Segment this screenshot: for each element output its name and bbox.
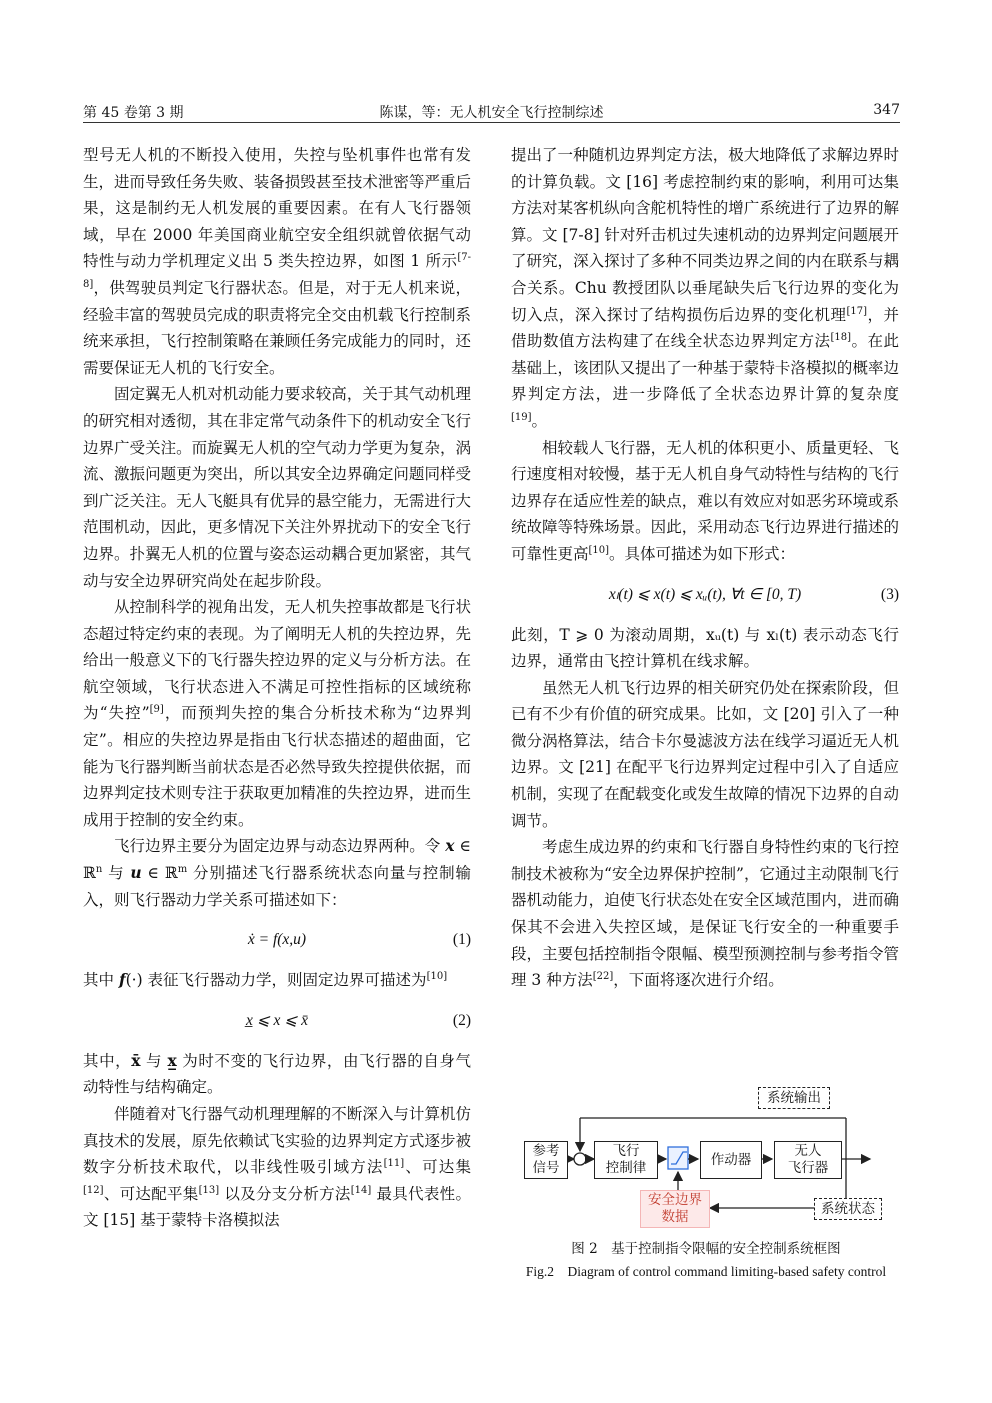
right-column <box>511 142 899 994</box>
paragraph: 从控制科学的视角出发，无人机失控事故都是飞行状态超过特定约束的表现。为了阐明无人机的失控边界，先给出一般意义下的飞行器失控边界的定义与分析方法。在航空领域，飞行状态进入不满足可控性指标的区域统称为“失控”[9]，而预判失控的集合分析技术称为“边界判定”。相应的失控边界是指由飞行状态描述的超曲面，它能为飞行器判断当前状态是否必然导致失控提供依据，而边界判定技术则专注于获取更加精准的失控边界，进而生成用于控制的安全约束。 <box>83 598 471 829</box>
citation[interactable]: [7-8] <box>83 252 471 290</box>
paragraph: 飞行边界主要分为固定边界与动态边界两种。令 x ∈ ℝ$^n$ 与 u ∈ ℝ$^m$ 分别描述飞行器系统状态向量与控制输入，则飞行器动力学关系可描述如下： <box>83 836 472 909</box>
paragraph: 此刻，T ⩾ 0 为滚动周期，xᵤ(t) 与 xₗ(t) 表示动态飞行边界，通常由飞控计算机在线求解。 <box>511 625 899 671</box>
paragraph: 其中，x̄ 与 x̲ 为时不变的飞行边界，由飞行器的自身气动特性与结构确定。 <box>83 1050 471 1097</box>
paragraph: 考虑生成边界的约束和飞行器自身特性约束的飞行控制技术被称为“安全边界保护控制”，它通过主动限制飞行器机动能力，迫使飞行状态处在安全区域范围内，进而确保其不会进入失控区域，是保证飞行安全的一种重要手段，主要包括控制指令限幅、模型预测控制与参考指令管理 3 种方法[22]，下面将逐次进行介绍。 <box>511 838 899 990</box>
uav-block: 无人 飞行器 <box>774 1141 842 1179</box>
citation[interactable]: [10] <box>426 971 448 983</box>
paragraph: 固定翼无人机对机动能力要求较高，关于其气动机理的研究相对透彻，其在非定常气动条件下的机动安全飞行边界广受关注。而旋翼无人机的空气动力学更为复杂，涡流、激振问题更为突出，所以其安全边界确定问题同样受到广泛关注。无人飞艇具有优异的悬空能力，无需进行大范围机动，因此，更多情况下关注外界扰动下的安全飞行边界。扑翼无人机的位置与姿态运动耦合更加紧密，其气动与安全边界研究尚处在起步阶段。 <box>83 385 471 590</box>
system-state-label: 系统状态 <box>814 1198 882 1220</box>
page-number: 347 <box>873 102 900 118</box>
system-output-label: 系统输出 <box>758 1087 830 1109</box>
paragraph: 虽然无人机飞行边界的相关研究仍处在探索阶段，但已有不少有价值的研究成果。比如，文 [20] 引入了一种微分涡格算法，结合卡尔曼滤波方法在线学习逼近无人机边界。文 [21] 在配平飞行边界判定过程中引入了自适应机制，实现了在配载变化或发生故障的情况下边界的自动调节。 <box>511 678 899 830</box>
reference-signal-block: 参考 信号 <box>524 1141 568 1179</box>
figure-caption-en: Fig.2 Diagram of control command limiting-based safety control <box>525 1264 887 1279</box>
running-header <box>83 100 900 123</box>
actuator-block: 作动器 <box>700 1141 762 1179</box>
safety-boundary-data-block: 安全边界 数据 <box>640 1190 710 1228</box>
paragraph: 型号无人机的不断投入使用，失控与坠机事件也常有发生，进而导致任务失败、装备损毁甚至技术泄密等严重后果，这是制约无人机发展的重要因素。在有人飞行器领域，早在 2000 年美国商业航空安全组织就曾依据气动特性与动力学机理定义出 5 类失控边界，如图 1 所示[7-8]，供驾驶员判定飞行器状态。但是，对于无人机来说，经验丰富的驾驶员完成的职责将完全交由机载飞行控制系统来承担，飞行控制策略在兼顾任务完成能力的同时，还需要保证无人机的飞行安全。 <box>83 146 471 377</box>
paragraph: 其中 f(·) 表征飞行器动力学，则固定边界可描述为[10] <box>83 970 448 990</box>
paragraph: 伴随着对飞行器气动机理理解的不断深入与计算机仿真技术的发展，原先依赖试飞实验的边界判定方式逐步被数字分析技术取代，以非线性吸引域方法[11]、可达集[12]、可达配平集[13] 以及分支分析方法[14] 最具代表性。文 [15] 基于蒙特卡洛模拟法 <box>83 1105 471 1230</box>
paragraph: 相较载人飞行器，无人机的体积更小、质量更轻、飞行速度相对较慢，基于无人机自身气动特性与结构的飞行边界存在适应性差的缺点，难以有效应对如恶劣环境或系统故障等特殊场景。因此，采用动态飞行边界进行描述的可靠性更高[10]。具体可描述为如下形式： <box>511 438 899 563</box>
equation-2: x̲ ⩽ x ⩽ x̄ (2) <box>245 1011 471 1029</box>
citation[interactable]: [9] <box>149 704 164 716</box>
flight-controller-block: 飞行 控制律 <box>594 1141 658 1179</box>
left-column <box>83 142 471 1234</box>
equation-1: ẋ = f(x,u) (1) <box>247 931 471 949</box>
paragraph: 提出了一种随机边界判定方法，极大地降低了求解边界时的计算负载。文 [16] 考虑控制约束的影响，利用可达集方法对某客机纵向含舵机特性的增广系统进行了边界的解算。文 [7-8] 针对歼击机过失速机动的边界判定问题展开了研究，深入探讨了多种不同类边界之间的内在联系与耦合关系。Chu 教授团队以垂尾缺失后飞行边界的变化为切入点，深入探讨了结构损伤后边界的变化机理[17]，并借助数值方法构建了在线全状态边界判定方法[18]。在此基础上，该团队又提出了一种基于蒙特卡洛模拟的概率边界判定方法，进一步降低了全状态边界计算的复杂度[19]。 <box>511 146 899 430</box>
block-diagram <box>520 1080 900 1226</box>
running-title: 陈谋，等：无人机安全飞行控制综述 <box>379 105 604 121</box>
figure-caption-zh: 图 2 基于控制指令限幅的安全控制系统框图 <box>571 1241 841 1257</box>
equation-3: xₗ(t) ⩽ x(t) ⩽ xᵤ(t), ∀t ∈ [0, T) (3) <box>608 585 899 603</box>
journal-volume: 第 45 卷第 3 期 <box>83 105 184 121</box>
